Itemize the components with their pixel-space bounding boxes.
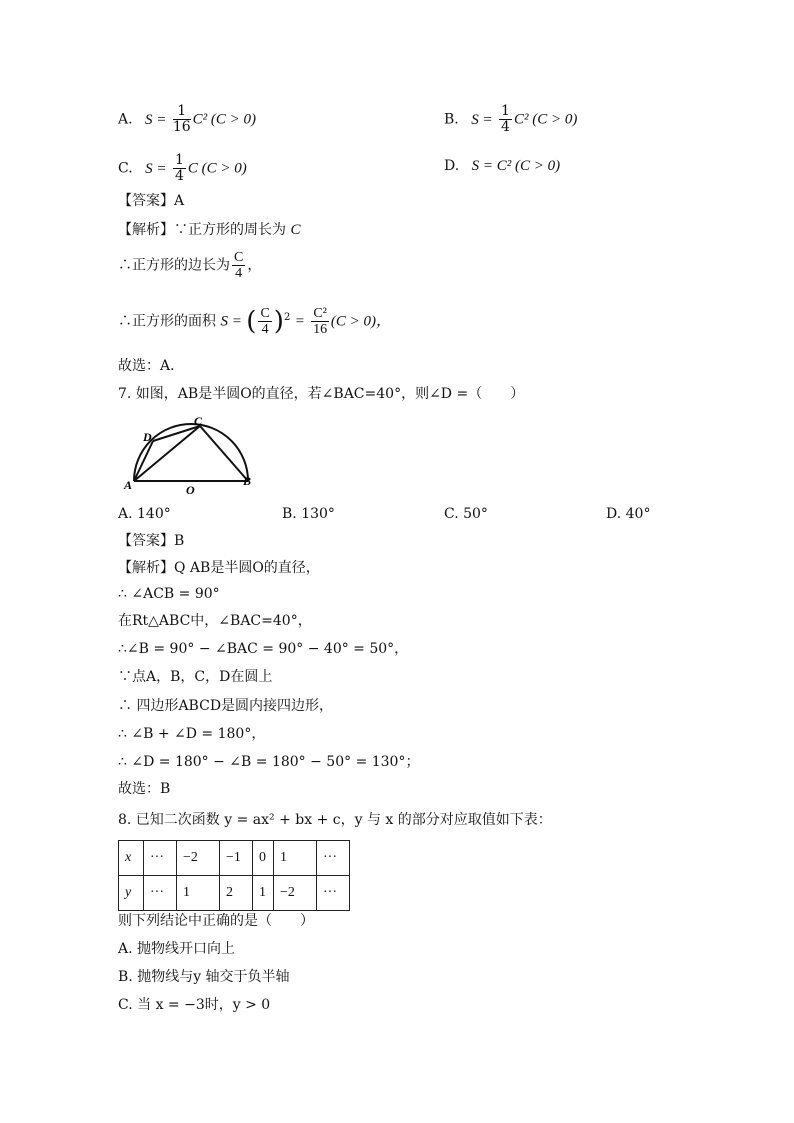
value-table — [118, 840, 350, 911]
label-o: O — [186, 483, 195, 497]
option-label: C. — [118, 160, 133, 177]
q8-option-c: C. 当 x = −3时，y > 0 — [118, 997, 271, 1013]
option-label: D. — [444, 158, 460, 174]
q7-option-b: B. 130° — [282, 506, 335, 522]
table-row-y — [119, 876, 350, 911]
q6-option-a — [118, 104, 256, 135]
q7-solution-4: ∴∠B = 90° − ∠BAC = 90° − 40° = 50°， — [118, 641, 409, 657]
q7-solution-6: ∴ 四边形ABCD是圆内接四边形， — [118, 698, 334, 714]
q6-conclusion: 故选：A． — [118, 358, 185, 374]
q7-solution-1: 【解析】Q AB是半圆O的直径， — [118, 560, 320, 576]
q7-option-d: D. 40° — [606, 506, 651, 522]
formula-rhs: C² (C > 0) — [192, 111, 257, 128]
table-cell: 1 — [253, 876, 274, 911]
q8-option-a: A. 抛物线开口向上 — [118, 941, 236, 957]
formula-lhs: S = — [145, 160, 167, 177]
q8-option-b: B. 抛物线与y 轴交于负半轴 — [118, 969, 290, 985]
q7-solution-8: ∴ ∠D = 180° − ∠B = 180° − 50° = 130°； — [118, 754, 420, 770]
option-label: A. — [118, 111, 133, 128]
semicircle-figure — [120, 410, 260, 500]
table-cell: 0 — [253, 841, 274, 876]
q6-analysis-line2: ∴正方形的边长为 $\frac{C}{4}$ ， — [118, 250, 262, 281]
q6-analysis-line3: ∴正方形的面积 S = ( $\frac{C}{4}$ )$^2$ = $\frac{\text{C²}}{16}$ (C > 0)， — [118, 306, 392, 337]
q7-answer: 【答案】B — [118, 533, 185, 549]
label-c: C — [194, 414, 203, 428]
fraction: $\frac{1}{16}$ — [172, 103, 191, 135]
q6-answer: 【答案】A — [118, 193, 185, 209]
q7-solution-5: ∵点A，B，C，D在圆上 — [118, 669, 273, 685]
formula-lhs: S = — [145, 111, 167, 128]
option-label: B. — [444, 111, 459, 128]
q7-option-a: A. 140° — [118, 506, 171, 522]
label-d: D — [143, 430, 152, 444]
q6-analysis-line1: 【解析】∵正方形的周长为 C — [118, 222, 301, 238]
table-cell: −1 — [220, 841, 253, 876]
formula-rhs: C² (C > 0) — [513, 111, 578, 128]
q7-solution-7: ∴ ∠B + ∠D = 180°， — [118, 726, 266, 742]
q6-option-b — [444, 104, 577, 135]
q7-solution-3: 在Rt△ABC中，∠BAC=40°， — [118, 613, 312, 629]
table-cell: ··· — [144, 841, 177, 876]
table-cell: y — [119, 876, 144, 911]
q6-option-c — [118, 153, 247, 184]
table-cell: 1 — [274, 841, 317, 876]
q7-question: 7. 如图，AB是半圆O的直径，若∠BAC=40°，则∠D =（ ） — [118, 386, 525, 402]
formula-rhs: C (C > 0) — [187, 160, 247, 177]
q7-option-c: C. 50° — [444, 506, 488, 522]
table-cell: 1 — [177, 876, 220, 911]
table-cell: −2 — [274, 876, 317, 911]
q7-solution-2: ∴ ∠ACB = 90° — [118, 586, 220, 602]
label-b: B — [243, 474, 252, 488]
table-cell: ··· — [317, 876, 350, 911]
table-cell: −2 — [177, 841, 220, 876]
table-cell: 2 — [220, 876, 253, 911]
formula: S = C² (C > 0) — [471, 158, 561, 174]
fraction: $\frac{C}{4}$ — [260, 306, 270, 337]
table-cell: x — [119, 841, 144, 876]
q7-conclusion: 故选：B — [118, 781, 171, 797]
table-cell: ··· — [144, 876, 177, 911]
q8-question: 8. 已知二次函数 y = ax² + bx + c，y 与 x 的部分对应取值如下表： — [118, 812, 552, 828]
fraction: $\frac{C}{4}$ — [234, 250, 244, 281]
label-a: A — [124, 478, 133, 492]
fraction: $\frac{1}{4}$ — [501, 103, 510, 135]
q6-option-d — [444, 156, 560, 176]
table-row-x — [119, 841, 350, 876]
q8-prompt: 则下列结论中正确的是（ ） — [118, 913, 314, 929]
table-cell: ··· — [317, 841, 350, 876]
fraction: $\frac{\text{C²}}{16}$ — [313, 306, 328, 337]
formula-lhs: S = — [471, 111, 493, 128]
fraction: $\frac{1}{4}$ — [174, 152, 184, 184]
